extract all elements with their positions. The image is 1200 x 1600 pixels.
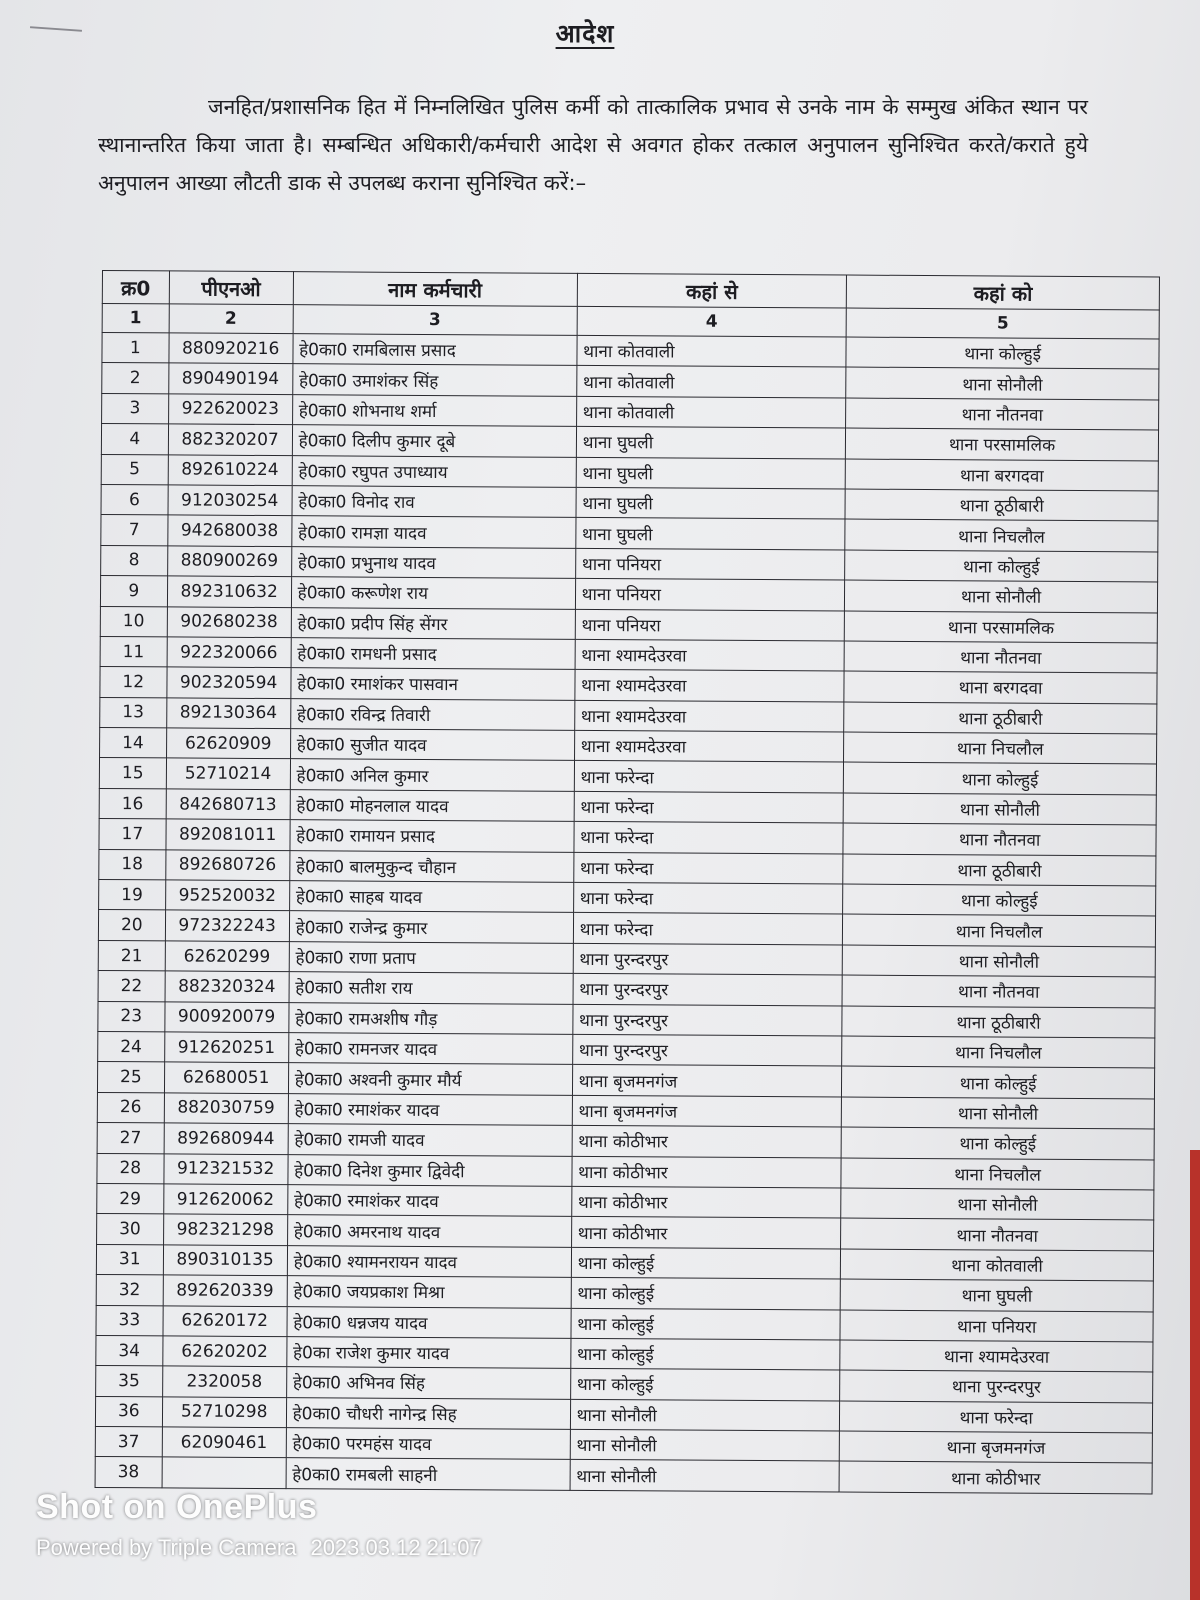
- row-employee-name: हे0का0 रामबिलास प्रसाद: [293, 334, 577, 366]
- row-pno: 942680038: [167, 515, 291, 546]
- row-pno: 880920216: [169, 333, 293, 364]
- row-from-station: थाना कोल्हुई: [571, 1247, 841, 1279]
- row-from-station: थाना कोठीभार: [571, 1186, 841, 1218]
- row-to-station: थाना ठूठीबारी: [843, 854, 1156, 886]
- row-serial: 34: [96, 1335, 163, 1366]
- row-from-station: थाना बृजमनगंज: [572, 1065, 842, 1097]
- row-employee-name: हे0का0 रविन्द्र तिवारी: [290, 698, 574, 730]
- row-to-station: थाना कोल्हुई: [842, 1066, 1155, 1098]
- row-employee-name: हे0का0 राणा प्रताप: [289, 941, 573, 973]
- row-from-station: थाना पुरन्दरपुर: [573, 974, 843, 1006]
- row-from-station: थाना घुघली: [576, 427, 846, 459]
- column-number: 3: [293, 305, 577, 336]
- header-to: कहां को: [847, 275, 1160, 310]
- row-employee-name: हे0का0 रामनजर यादव: [288, 1033, 572, 1065]
- row-pno: 62620172: [163, 1305, 287, 1336]
- row-to-station: थाना सोनौली: [841, 1188, 1154, 1220]
- row-from-station: थाना फरेन्दा: [574, 791, 844, 823]
- row-serial: 13: [100, 697, 167, 728]
- row-serial: 1: [102, 333, 169, 364]
- row-from-station: थाना घुघली: [575, 518, 845, 550]
- row-to-station: थाना निचलौल: [845, 519, 1158, 551]
- row-from-station: थाना पुरन्दरपुर: [573, 943, 843, 975]
- row-employee-name: हे0का0 परमहंस यादव: [286, 1428, 570, 1460]
- row-pno: 952520032: [165, 880, 289, 911]
- row-pno: 892680944: [164, 1123, 288, 1154]
- row-employee-name: हे0का0 जयप्रकाश मिश्रा: [287, 1276, 571, 1308]
- row-to-station: थाना निचलौल: [843, 914, 1156, 946]
- header-serial: क्र0: [102, 271, 169, 304]
- row-serial: 35: [96, 1366, 163, 1397]
- row-employee-name: हे0का0 अश्वनी कुमार मौर्य: [288, 1063, 572, 1095]
- row-from-station: थाना पुरन्दरपुर: [572, 1034, 842, 1066]
- row-pno: 892610224: [168, 454, 292, 485]
- row-serial: 20: [98, 910, 165, 941]
- row-serial: 14: [100, 728, 167, 759]
- row-employee-name: हे0का0 रामअशीष गौड़: [289, 1002, 573, 1034]
- row-pno: 912321532: [164, 1153, 288, 1184]
- row-to-station: थाना बृजमनगंज: [840, 1431, 1153, 1463]
- row-from-station: थाना कोल्हुई: [570, 1369, 840, 1401]
- row-from-station: थाना फरेन्दा: [574, 761, 844, 793]
- row-serial: 37: [95, 1427, 162, 1458]
- row-to-station: थाना नौतनवा: [841, 1218, 1154, 1250]
- row-pno: 52710298: [162, 1397, 286, 1428]
- row-employee-name: हे0का0 अमरनाथ यादव: [287, 1215, 571, 1247]
- row-pno: 890310135: [163, 1245, 287, 1276]
- row-pno: 62090461: [162, 1427, 286, 1458]
- row-serial: 30: [97, 1214, 164, 1245]
- row-to-station: थाना फरेन्दा: [840, 1401, 1153, 1433]
- row-to-station: थाना कोल्हुई: [841, 1127, 1154, 1159]
- row-employee-name: हे0का0 रमाशंकर पासवान: [291, 668, 575, 700]
- row-employee-name: हे0का0 चौधरी नागेन्द्र सिह: [286, 1397, 570, 1429]
- row-to-station: थाना कोतवाली: [841, 1249, 1154, 1281]
- row-pno: 900920079: [164, 1001, 288, 1032]
- row-pno: 52710214: [166, 758, 290, 789]
- row-employee-name: हे0का0 रामजी यादव: [288, 1124, 572, 1156]
- row-employee-name: हे0का0 बालमुकुन्द चौहान: [289, 850, 573, 882]
- row-employee-name: हे0का0 मोहनलाल यादव: [290, 790, 574, 822]
- row-from-station: थाना सोनौली: [570, 1399, 840, 1431]
- row-to-station: थाना कोल्हुई: [843, 884, 1156, 916]
- row-to-station: थाना ठूठीबारी: [844, 702, 1157, 734]
- row-to-station: थाना कोल्हुई: [844, 763, 1157, 795]
- row-employee-name: हे0का0 रघुपत उपाध्याय: [292, 455, 576, 487]
- row-employee-name: हे0का0 रामबली साहनी: [286, 1458, 570, 1490]
- row-pno: 2320058: [162, 1366, 286, 1397]
- red-background-edge: [1190, 1150, 1200, 1600]
- row-to-station: थाना नौतनवा: [843, 823, 1156, 855]
- row-serial: 23: [98, 1001, 165, 1032]
- row-pno: 892680726: [165, 850, 289, 881]
- row-from-station: थाना सोनौली: [570, 1460, 840, 1492]
- watermark-brand: Shot on OnePlus: [36, 1488, 318, 1526]
- column-number: 5: [846, 308, 1159, 339]
- row-pno: 892310632: [167, 576, 291, 607]
- row-from-station: थाना घुघली: [576, 487, 846, 519]
- row-serial: 21: [98, 940, 165, 971]
- row-employee-name: हे0का0 रामज्ञा यादव: [291, 516, 575, 548]
- row-employee-name: हे0का0 करूणेश राय: [291, 577, 575, 609]
- row-serial: 12: [100, 667, 167, 698]
- row-to-station: थाना सोनौली: [842, 1097, 1155, 1129]
- row-from-station: थाना कोतवाली: [576, 396, 846, 428]
- row-serial: 25: [97, 1062, 164, 1093]
- header-from: कहां से: [577, 273, 847, 308]
- row-to-station: थाना घुघली: [840, 1279, 1153, 1311]
- row-employee-name: हे0का0 सुजीत यादव: [290, 729, 574, 761]
- row-to-station: थाना ठूठीबारी: [845, 489, 1158, 521]
- column-number: 2: [169, 304, 293, 334]
- row-from-station: थाना श्यामदेउरवा: [575, 639, 845, 671]
- watermark-camera: Powered by Triple Camera: [36, 1535, 297, 1560]
- row-to-station: थाना बरगदवा: [844, 671, 1157, 703]
- row-serial: 24: [98, 1031, 165, 1062]
- row-from-station: थाना फरेन्दा: [573, 882, 843, 914]
- header-pno: पीएनओ: [169, 271, 293, 305]
- row-serial: 36: [95, 1396, 162, 1427]
- row-pno: 912620251: [164, 1032, 288, 1063]
- row-pno: 892620339: [163, 1275, 287, 1306]
- row-employee-name: हे0का0 अभिनव सिंह: [286, 1367, 570, 1399]
- row-pno: 912620062: [163, 1184, 287, 1215]
- row-employee-name: हे0का0 श्यामनरायन यादव: [287, 1245, 571, 1277]
- row-from-station: थाना कोठीभार: [572, 1126, 842, 1158]
- column-number: 1: [102, 304, 169, 333]
- row-serial: 38: [95, 1457, 162, 1488]
- row-pno: 62620299: [165, 941, 289, 972]
- row-from-station: थाना श्यामदेउरवा: [574, 730, 844, 762]
- row-to-station: थाना नौतनवा: [842, 975, 1155, 1007]
- watermark-timestamp: 2023.03.12 21:07: [310, 1535, 482, 1560]
- row-to-station: थाना निचलौल: [842, 1036, 1155, 1068]
- row-to-station: थाना कोठीभार: [839, 1461, 1152, 1493]
- row-serial: 15: [99, 758, 166, 789]
- row-serial: 22: [98, 971, 165, 1002]
- row-serial: 31: [96, 1244, 163, 1275]
- row-from-station: थाना पनियरा: [575, 579, 845, 611]
- row-to-station: थाना पनियरा: [840, 1310, 1153, 1342]
- row-serial: 7: [101, 515, 168, 546]
- document-title: आदेश: [555, 19, 615, 48]
- row-to-station: थाना बरगदवा: [845, 459, 1158, 491]
- row-pno: 922320066: [167, 637, 291, 668]
- row-employee-name: हे0का राजेश कुमार यादव: [286, 1337, 570, 1369]
- column-number: 4: [577, 306, 847, 337]
- row-pno: 982321298: [163, 1214, 287, 1245]
- row-employee-name: हे0का0 रामायन प्रसाद: [290, 820, 574, 852]
- row-pno: 62680051: [164, 1062, 288, 1093]
- row-from-station: थाना पुरन्दरपुर: [572, 1004, 842, 1036]
- row-pno: 902320594: [167, 667, 291, 698]
- transfer-table: [95, 270, 1160, 1494]
- row-to-station: थाना सोनौली: [843, 793, 1156, 825]
- watermark-caption: [36, 1535, 482, 1561]
- row-from-station: थाना पनियरा: [575, 609, 845, 641]
- row-employee-name: हे0का0 रमाशंकर यादव: [287, 1185, 571, 1217]
- row-to-station: थाना ठूठीबारी: [842, 1006, 1155, 1038]
- row-serial: 9: [100, 576, 167, 607]
- row-serial: 5: [101, 454, 168, 485]
- row-from-station: थाना श्यामदेउरवा: [575, 670, 845, 702]
- row-serial: 11: [100, 636, 167, 667]
- row-employee-name: हे0का0 साहब यादव: [289, 881, 573, 913]
- row-from-station: थाना कोतवाली: [576, 366, 846, 398]
- row-pno: 882320324: [165, 971, 289, 1002]
- row-employee-name: हे0का0 शोभनाथ शर्मा: [292, 394, 576, 426]
- row-from-station: थाना कोल्हुई: [570, 1338, 840, 1370]
- row-from-station: थाना फरेन्दा: [573, 852, 843, 884]
- row-serial: 17: [99, 819, 166, 850]
- row-serial: 32: [96, 1275, 163, 1306]
- row-serial: 6: [101, 484, 168, 515]
- row-to-station: थाना सोनौली: [842, 945, 1155, 977]
- row-from-station: थाना सोनौली: [570, 1429, 840, 1461]
- row-pno: 62620909: [166, 728, 290, 759]
- row-pno: 892130364: [166, 698, 290, 729]
- row-pno: 880900269: [167, 546, 291, 577]
- row-serial: 8: [101, 545, 168, 576]
- row-pno: 842680713: [166, 789, 290, 820]
- row-to-station: थाना कोल्हुई: [845, 550, 1158, 582]
- row-serial: 28: [97, 1153, 164, 1184]
- row-employee-name: हे0का0 प्रदीप सिंह सेंगर: [291, 607, 575, 639]
- row-employee-name: हे0का0 प्रभुनाथ यादव: [291, 546, 575, 578]
- row-pno: 912030254: [168, 485, 292, 516]
- row-from-station: थाना फरेन्दा: [573, 913, 843, 945]
- camera-watermark: [36, 1488, 482, 1561]
- row-serial: 3: [102, 393, 169, 424]
- row-pno: 62620202: [162, 1336, 286, 1367]
- row-to-station: थाना सोनौली: [846, 367, 1159, 399]
- row-employee-name: हे0का0 उमाशंकर सिंह: [292, 364, 576, 396]
- row-to-station: थाना श्यामदेउरवा: [840, 1340, 1153, 1372]
- row-employee-name: हे0का0 अनिल कुमार: [290, 759, 574, 791]
- row-employee-name: हे0का0 विनोद राव: [292, 486, 576, 518]
- row-pno: 882030759: [164, 1093, 288, 1124]
- row-serial: 10: [100, 606, 167, 637]
- row-from-station: थाना घुघली: [576, 457, 846, 489]
- row-from-station: थाना श्यामदेउरवा: [574, 700, 844, 732]
- row-employee-name: हे0का0 धन्नजय यादव: [287, 1306, 571, 1338]
- row-pno: 892081011: [166, 819, 290, 850]
- row-from-station: थाना कोठीभार: [572, 1156, 842, 1188]
- row-to-station: थाना सोनौली: [845, 580, 1158, 612]
- row-to-station: थाना नौतनवा: [844, 641, 1157, 673]
- order-paragraph: जनहित/प्रशासनिक हित में निम्नलिखित पुलिस कर्मी को तात्कालिक प्रभाव से उनके नाम के सम्मुख अंकित स्थान पर स्थानान्तरित किया जाता है। सम्बन्धित अधिकारी/कर्मचारी आदेश से अवगत होकर तत्काल अनुपालन सुनिश्चित करते/कराते हुये अनुपालन आख्या लौटती डाक से उपलब्ध कराना सुनिश्चित करें:–: [98, 95, 1088, 195]
- row-to-station: थाना निचलौल: [844, 732, 1157, 764]
- table-body: [95, 333, 1159, 1494]
- row-employee-name: हे0का0 दिलीप कुमार दूबे: [292, 425, 576, 457]
- row-to-station: थाना पुरन्दरपुर: [840, 1370, 1153, 1402]
- row-serial: 26: [97, 1092, 164, 1123]
- row-from-station: थाना फरेन्दा: [574, 822, 844, 854]
- row-to-station: थाना निचलौल: [841, 1158, 1154, 1190]
- row-serial: 27: [97, 1123, 164, 1154]
- row-employee-name: हे0का0 रमाशंकर यादव: [288, 1093, 572, 1125]
- row-employee-name: हे0का0 सतीश राय: [289, 972, 573, 1004]
- row-pno: 902680238: [167, 606, 291, 637]
- row-from-station: थाना कोल्हुई: [571, 1277, 841, 1309]
- row-to-station: थाना परसामलिक: [846, 428, 1159, 460]
- row-to-station: थाना कोल्हुई: [846, 337, 1159, 369]
- row-from-station: थाना कोतवाली: [577, 335, 847, 367]
- row-pno: 882320207: [168, 424, 292, 455]
- row-pno: 922620023: [168, 394, 292, 425]
- row-serial: 18: [99, 849, 166, 880]
- row-serial: 29: [97, 1183, 164, 1214]
- row-from-station: थाना कोल्हुई: [571, 1308, 841, 1340]
- row-employee-name: हे0का0 रामधनी प्रसाद: [291, 638, 575, 670]
- row-to-station: थाना परसामलिक: [845, 611, 1158, 643]
- row-employee-name: हे0का0 दिनेश कुमार द्विवेदी: [288, 1154, 572, 1186]
- row-serial: 2: [102, 363, 169, 394]
- header-name: नाम कर्मचारी: [293, 272, 577, 307]
- row-pno: 972322243: [165, 910, 289, 941]
- row-pno: 890490194: [168, 363, 292, 394]
- row-to-station: थाना नौतनवा: [846, 398, 1159, 430]
- row-from-station: थाना पनियरा: [575, 548, 845, 580]
- row-from-station: थाना बृजमनगंज: [572, 1095, 842, 1127]
- row-serial: 33: [96, 1305, 163, 1336]
- row-employee-name: हे0का0 राजेन्द्र कुमार: [289, 911, 573, 943]
- row-serial: 4: [101, 424, 168, 455]
- row-serial: 19: [99, 880, 166, 911]
- row-serial: 16: [99, 788, 166, 819]
- row-pno: [162, 1457, 286, 1488]
- row-from-station: थाना कोठीभार: [571, 1217, 841, 1249]
